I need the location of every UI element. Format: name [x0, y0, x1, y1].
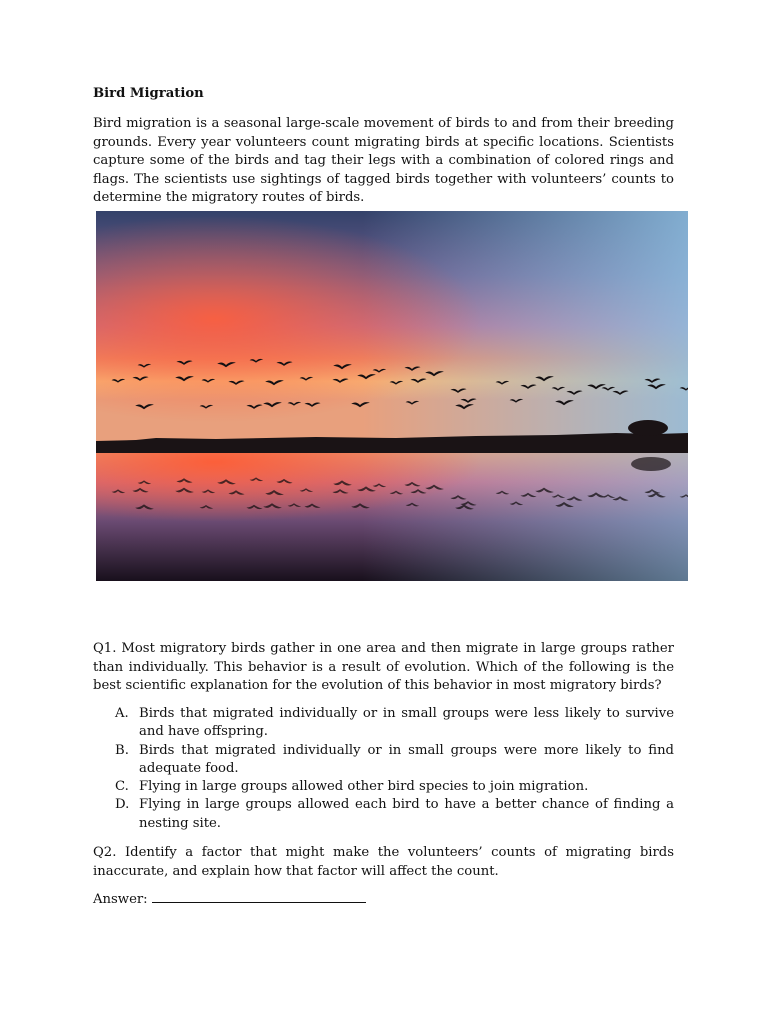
document-title: Bird Migration: [93, 86, 204, 101]
answer-options: [93, 705, 674, 833]
bird-migration-photo: [96, 211, 688, 581]
option-text: Flying in large groups allowed other bird species to join migration.: [139, 779, 589, 795]
answer-row: [93, 890, 366, 910]
option-text: Birds that migrated individually or in small groups were less likely to survive and have offspring.: [139, 706, 674, 740]
answer-blank-line[interactable]: [152, 890, 366, 903]
option-letter: B.: [115, 742, 129, 758]
intro-paragraph: Bird migration is a seasonal large-scale movement of birds to and from their breeding grounds. Every year volunteers count migrating birds at specific locations. Scientists capture some of the birds and tag their legs with a combination of colored rings and flags. The scientists use sightings of tagged birds together with volunteers’ counts to determine the migratory routes of birds.: [93, 116, 674, 205]
option-text: Birds that migrated individually or in small groups were more likely to find adequate food.: [139, 742, 674, 776]
option-text: Flying in large groups allowed each bird to have a better chance of finding a nesting site.: [139, 797, 674, 831]
question-1: Q1. Most migratory birds gather in one area and then migrate in large groups rather than individually. This behavior is a result of evolution. Which of the following is the best scientific explanation for the evolution of this behavior in most migratory birds?: [93, 641, 674, 693]
question-2: Q2. Identify a factor that might make the volunteers’ counts of migrating birds inaccurate, and explain how that factor will affect the count.: [93, 845, 674, 879]
option-letter: C.: [115, 779, 129, 795]
option-a: [93, 705, 674, 742]
option-c: [93, 778, 674, 796]
option-letter: A.: [115, 706, 129, 721]
option-letter: D.: [115, 797, 130, 813]
option-b: [93, 742, 674, 779]
answer-label: Answer:: [93, 892, 148, 907]
option-d: [93, 796, 674, 833]
